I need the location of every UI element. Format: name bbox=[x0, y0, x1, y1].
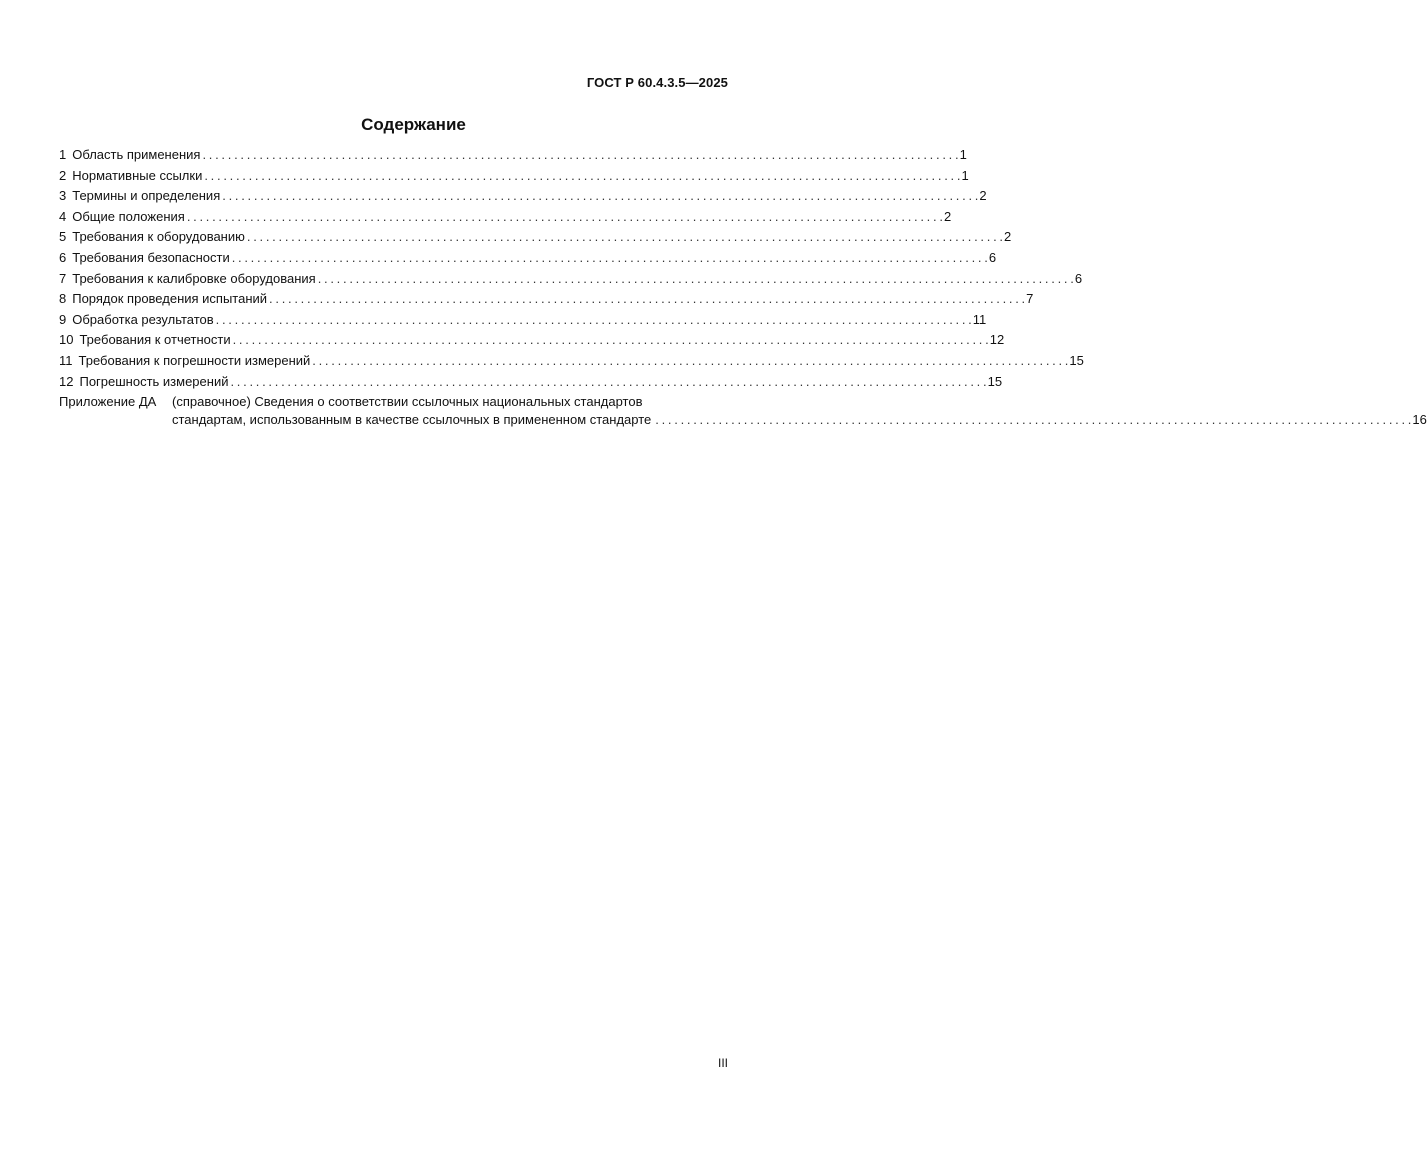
toc-leader-dots bbox=[230, 372, 986, 393]
toc-leader-dots bbox=[187, 207, 943, 228]
toc-entry-number: 6 bbox=[59, 249, 67, 265]
toc-entry-page: 2 bbox=[1004, 229, 1012, 245]
toc-entry-number: 9 bbox=[59, 311, 67, 327]
appendix-title-line2: стандартам, использованным в качестве ссылочных в примененном стандарте bbox=[172, 412, 652, 428]
toc-entry-number: 12 bbox=[59, 373, 74, 389]
toc-entry-page: 15 bbox=[1069, 352, 1084, 368]
toc-entry-label: Область применения bbox=[72, 147, 201, 162]
toc-entry-page: 11 bbox=[972, 311, 987, 327]
appendix-designation: Приложение ДА bbox=[59, 394, 157, 410]
toc-entry-number: 11 bbox=[59, 352, 73, 368]
toc-entry-3[interactable] bbox=[59, 186, 987, 207]
toc-entry-page: 6 bbox=[988, 249, 997, 265]
toc-leader-dots bbox=[222, 186, 978, 207]
appendix-body bbox=[172, 393, 1427, 429]
toc-entry-label: Общие положения bbox=[72, 208, 185, 224]
toc-entry-label: Нормативные ссылки bbox=[72, 167, 203, 183]
toc-leader-dots bbox=[204, 166, 960, 187]
toc-entry-page: 2 bbox=[943, 208, 952, 224]
toc-leader-dots bbox=[247, 227, 1003, 248]
toc-entry-page: 15 bbox=[987, 373, 1003, 389]
toc-leader-dots bbox=[202, 145, 958, 166]
toc-entry-label: Требования к погрешности измерений bbox=[78, 352, 311, 368]
toc-leader-dots bbox=[318, 269, 1074, 290]
toc-entry-appendix-da[interactable] bbox=[59, 393, 1427, 429]
toc-entry-11[interactable] bbox=[59, 351, 1084, 372]
document-code: ГОСТ Р 60.4.3.5—2025 bbox=[586, 75, 728, 90]
toc-entry-5[interactable] bbox=[59, 227, 1012, 248]
toc-entry-number: 7 bbox=[59, 270, 67, 286]
toc-entry-label: Требования к оборудованию bbox=[72, 229, 245, 245]
toc-entry-label: Термины и определения bbox=[72, 188, 221, 204]
appendix-category: (справочное) bbox=[172, 394, 251, 410]
toc-entry-7[interactable] bbox=[59, 269, 1083, 290]
toc-entry-number: 1 bbox=[59, 147, 67, 162]
appendix-title-line1: Сведения о соответствии ссылочных национальных стандартов bbox=[254, 394, 643, 410]
toc-entry-9[interactable] bbox=[59, 310, 987, 331]
toc-entry-label: Требования к калибровке оборудования bbox=[72, 270, 316, 286]
toc-entry-4[interactable] bbox=[59, 207, 952, 228]
appendix-title-line2-row bbox=[172, 411, 1427, 429]
toc-leader-dots bbox=[269, 289, 1025, 310]
toc-leader-dots bbox=[216, 310, 972, 331]
toc-entry-label: Обработка результатов bbox=[72, 311, 214, 327]
appendix-title-line1-row bbox=[172, 393, 1427, 411]
toc-entry-label: Порядок проведения испытаний bbox=[72, 291, 268, 307]
toc-entry-page: 1 bbox=[961, 167, 969, 183]
toc-entry-12[interactable] bbox=[59, 372, 1003, 393]
toc-leader-dots bbox=[655, 411, 1411, 429]
toc-title: Содержание bbox=[361, 115, 466, 134]
toc-entry-number: 5 bbox=[59, 229, 67, 245]
toc-entry-10[interactable] bbox=[59, 330, 1005, 351]
toc-entry-1[interactable] bbox=[59, 145, 967, 166]
page-number: III bbox=[717, 1056, 728, 1070]
toc-entry-2[interactable] bbox=[59, 166, 969, 187]
toc-entry-6[interactable] bbox=[59, 248, 997, 269]
toc-entry-label: Погрешность измерений bbox=[79, 373, 229, 389]
toc-entry-label: Требования безопасности bbox=[72, 249, 230, 265]
toc-entry-page: 2 bbox=[979, 188, 987, 204]
toc-entry-8[interactable] bbox=[59, 289, 1034, 310]
toc-entry-page: 12 bbox=[989, 332, 1005, 348]
toc-entry-page: 1 bbox=[959, 147, 967, 162]
toc-entry-number: 10 bbox=[59, 332, 74, 348]
toc-entry-page: 7 bbox=[1026, 291, 1034, 307]
toc-entry-label: Требования к отчетности bbox=[79, 332, 231, 348]
toc-leader-dots bbox=[233, 330, 989, 351]
toc-leader-dots bbox=[312, 351, 1068, 372]
table-of-contents bbox=[59, 145, 1427, 429]
toc-entry-number: 3 bbox=[59, 188, 67, 204]
toc-leader-dots bbox=[232, 248, 988, 269]
toc-entry-number: 8 bbox=[59, 291, 67, 307]
toc-entry-number: 2 bbox=[59, 167, 67, 183]
toc-entry-page: 6 bbox=[1074, 270, 1083, 286]
appendix-page: 16 bbox=[1412, 412, 1427, 428]
toc-entry-number: 4 bbox=[59, 208, 67, 224]
